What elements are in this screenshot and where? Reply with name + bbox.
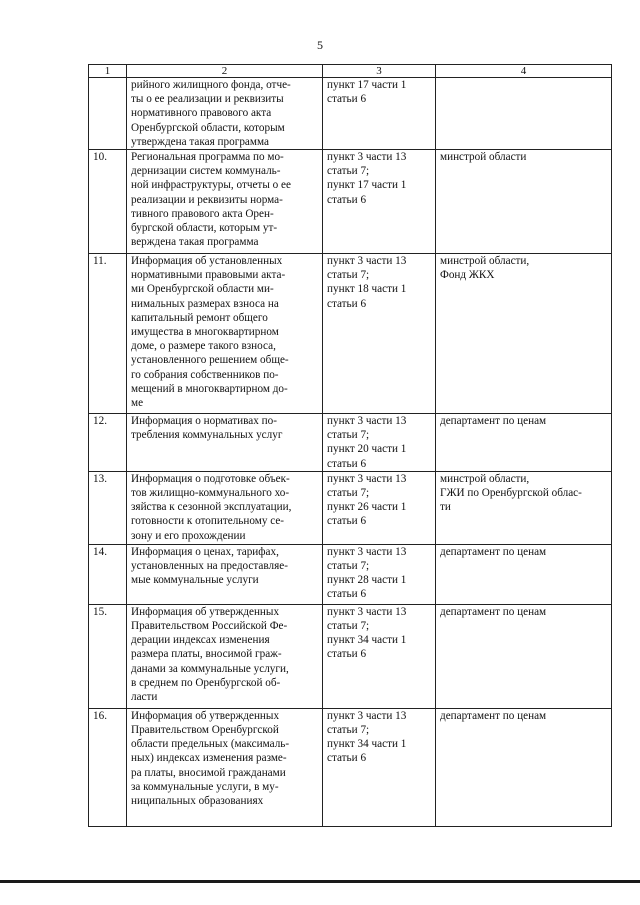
item-description [127,471,323,544]
item-description-line: дернизации систем коммуналь- [131,165,281,178]
item-description-line: Информация об утвержденных [131,709,280,722]
item-description-line: мещений в многоквартирном до- [131,382,288,395]
item-description-line: готовности к отопительному се- [131,515,285,528]
legal-reference-line: пункт 18 части 1 [327,283,407,296]
item-description-line: ме [131,397,144,410]
row-number: 10. [89,150,127,254]
item-description-line: за коммунальные услуги, в му- [131,780,279,793]
item-description-line: данами за коммунальные услуги, [131,662,289,675]
legal-reference-line: статьи 7; [327,560,370,573]
responsible-body [436,414,612,472]
item-description-line: зону и его прохождении [131,529,246,542]
item-description-line: ты о ее реализации и реквизиты [131,93,284,106]
legal-reference-line: статьи 7; [327,165,370,178]
row-number: 15. [89,604,127,708]
item-description-line: реализации и реквизиты норма- [131,193,283,206]
responsible-body [436,708,612,826]
legal-reference-line: пункт 17 части 1 [327,179,407,192]
item-description-line: установленного решением обще- [131,354,289,367]
responsible-body-line: департамент по ценам [440,415,547,428]
item-description-line: дерации индексах изменения [131,634,270,647]
item-description-line: доме, о размере такого взноса, [131,340,276,353]
column-header: 2 [127,65,323,78]
item-description [127,254,323,414]
legal-reference-line: пункт 20 части 1 [327,443,407,456]
item-description-line: нимальных размерах взноса на [131,297,279,310]
item-description-line: ласти [131,691,158,704]
legal-reference [323,471,436,544]
item-description [127,78,323,150]
responsible-body [436,150,612,254]
item-description-line: Правительством Российской Фе- [131,620,288,633]
item-description-line: верждена такая программа [131,236,259,249]
table-row [89,78,612,150]
row-number: 13. [89,471,127,544]
item-description [127,150,323,254]
item-description-line: ми Оренбургской области ми- [131,283,274,296]
column-header: 1 [89,65,127,78]
legal-reference-line: статьи 6 [327,93,367,106]
item-description-line: Оренбургской области, которым [131,121,285,134]
item-description-line: Информация о ценах, тарифах, [131,545,279,558]
item-description-line: Информация о нормативах по- [131,415,277,428]
responsible-body-line: ГЖИ по Оренбургской облас- [440,487,582,500]
table-header-row [89,65,612,78]
item-description-line: тивного правового акта Орен- [131,207,274,220]
legal-reference-line: статьи 7; [327,269,370,282]
responsible-body-line: минстрой области, [440,472,530,485]
responsible-body-line: ти [440,501,451,514]
item-description-line: го собрания собственников по- [131,368,279,381]
item-description-line: зяйства к сезонной эксплуатации, [131,501,292,514]
row-number [89,78,127,150]
legal-reference-line: статьи 6 [327,515,367,528]
legal-reference [323,78,436,150]
item-description [127,414,323,472]
item-description [127,604,323,708]
responsible-body-line: Фонд ЖКХ [440,269,495,282]
table-row [89,414,612,472]
responsible-body [436,604,612,708]
item-description-line: области предельных (максималь- [131,738,290,751]
responsible-body-line: минстрой области [440,151,527,164]
item-description-line: размера платы, вносимой граж- [131,648,282,661]
responsible-body-line: департамент по ценам [440,709,547,722]
item-description-line: имущества в многоквартирном [131,326,279,339]
responsible-body [436,254,612,414]
legal-reference-line: пункт 3 части 13 [327,709,407,722]
legal-reference-line: статьи 7; [327,429,370,442]
item-description-line: ра платы, вносимой гражданами [131,766,286,779]
column-header: 4 [436,65,612,78]
legal-reference [323,604,436,708]
legal-reference-line: статьи 6 [327,588,367,601]
document-table [88,64,612,827]
legal-reference-line: статьи 7; [327,487,370,500]
legal-reference-line: пункт 3 части 13 [327,472,407,485]
item-description-line: Информация об утвержденных [131,605,280,618]
row-number: 11. [89,254,127,414]
column-header: 3 [323,65,436,78]
item-description-line: Правительством Оренбургской [131,724,279,737]
legal-reference [323,708,436,826]
legal-reference [323,254,436,414]
legal-reference-line: пункт 3 части 13 [327,151,407,164]
responsible-body [436,471,612,544]
responsible-body-line: департамент по ценам [440,605,547,618]
item-description-line: утверждена такая программа [131,135,269,148]
item-description-line: Региональная программа по мо- [131,151,284,164]
item-description-line: тов жилищно-коммунального хо- [131,487,290,500]
table-row [89,254,612,414]
table-row [89,471,612,544]
item-description-line: бургской области, которым ут- [131,222,278,235]
legal-reference-line: статьи 7; [327,620,370,633]
legal-reference-line: пункт 3 части 13 [327,415,407,428]
row-number: 14. [89,544,127,604]
item-description-line: ниципальных образованиях [131,795,264,808]
table-row [89,150,612,254]
item-description-line: мые коммунальные услуги [131,574,259,587]
table-row [89,544,612,604]
legal-reference [323,150,436,254]
item-description-line: нормативного правового акта [131,107,272,120]
table-row [89,604,612,708]
item-description-line: нормативными правовыми акта- [131,269,286,282]
legal-reference-line: пункт 34 части 1 [327,738,407,751]
legal-reference-line: пункт 17 части 1 [327,79,407,91]
legal-reference-line: статьи 6 [327,648,367,661]
responsible-body-line: департамент по ценам [440,545,547,558]
responsible-body [436,78,612,150]
legal-reference-line: пункт 34 части 1 [327,634,407,647]
item-description-line: Информация о подготовке объек- [131,472,290,485]
legal-reference-line: статьи 6 [327,193,367,206]
item-description-line: рийного жилищного фонда, отче- [131,79,291,91]
legal-reference-line: пункт 3 части 13 [327,545,407,558]
legal-reference-line: статьи 6 [327,457,367,470]
page-number: 5 [317,38,323,52]
legal-reference [323,544,436,604]
item-description-line: ных) индексах изменения разме- [131,752,287,765]
responsible-body-line: минстрой области, [440,255,530,268]
item-description-line: требления коммунальных услуг [131,429,283,442]
legal-reference-line: пункт 3 части 13 [327,605,407,618]
legal-reference-line: статьи 7; [327,724,370,737]
legal-reference-line: статьи 6 [327,297,367,310]
item-description-line: установленных на предоставляе- [131,560,288,573]
row-number: 16. [89,708,127,826]
legal-reference-line: пункт 26 части 1 [327,501,407,514]
table-row [89,708,612,826]
item-description-line: Информация об установленных [131,255,283,268]
item-description-line: капитальный ремонт общего [131,311,268,324]
item-description-line: в среднем по Оренбургской об- [131,676,281,689]
footer-rule [0,880,640,883]
legal-reference-line: статьи 6 [327,752,367,765]
row-number: 12. [89,414,127,472]
item-description [127,544,323,604]
legal-reference-line: пункт 3 части 13 [327,255,407,268]
item-description [127,708,323,826]
legal-reference [323,414,436,472]
responsible-body [436,544,612,604]
item-description-line: ной инфраструктуры, отчеты о ее [131,179,291,192]
legal-reference-line: пункт 28 части 1 [327,574,407,587]
